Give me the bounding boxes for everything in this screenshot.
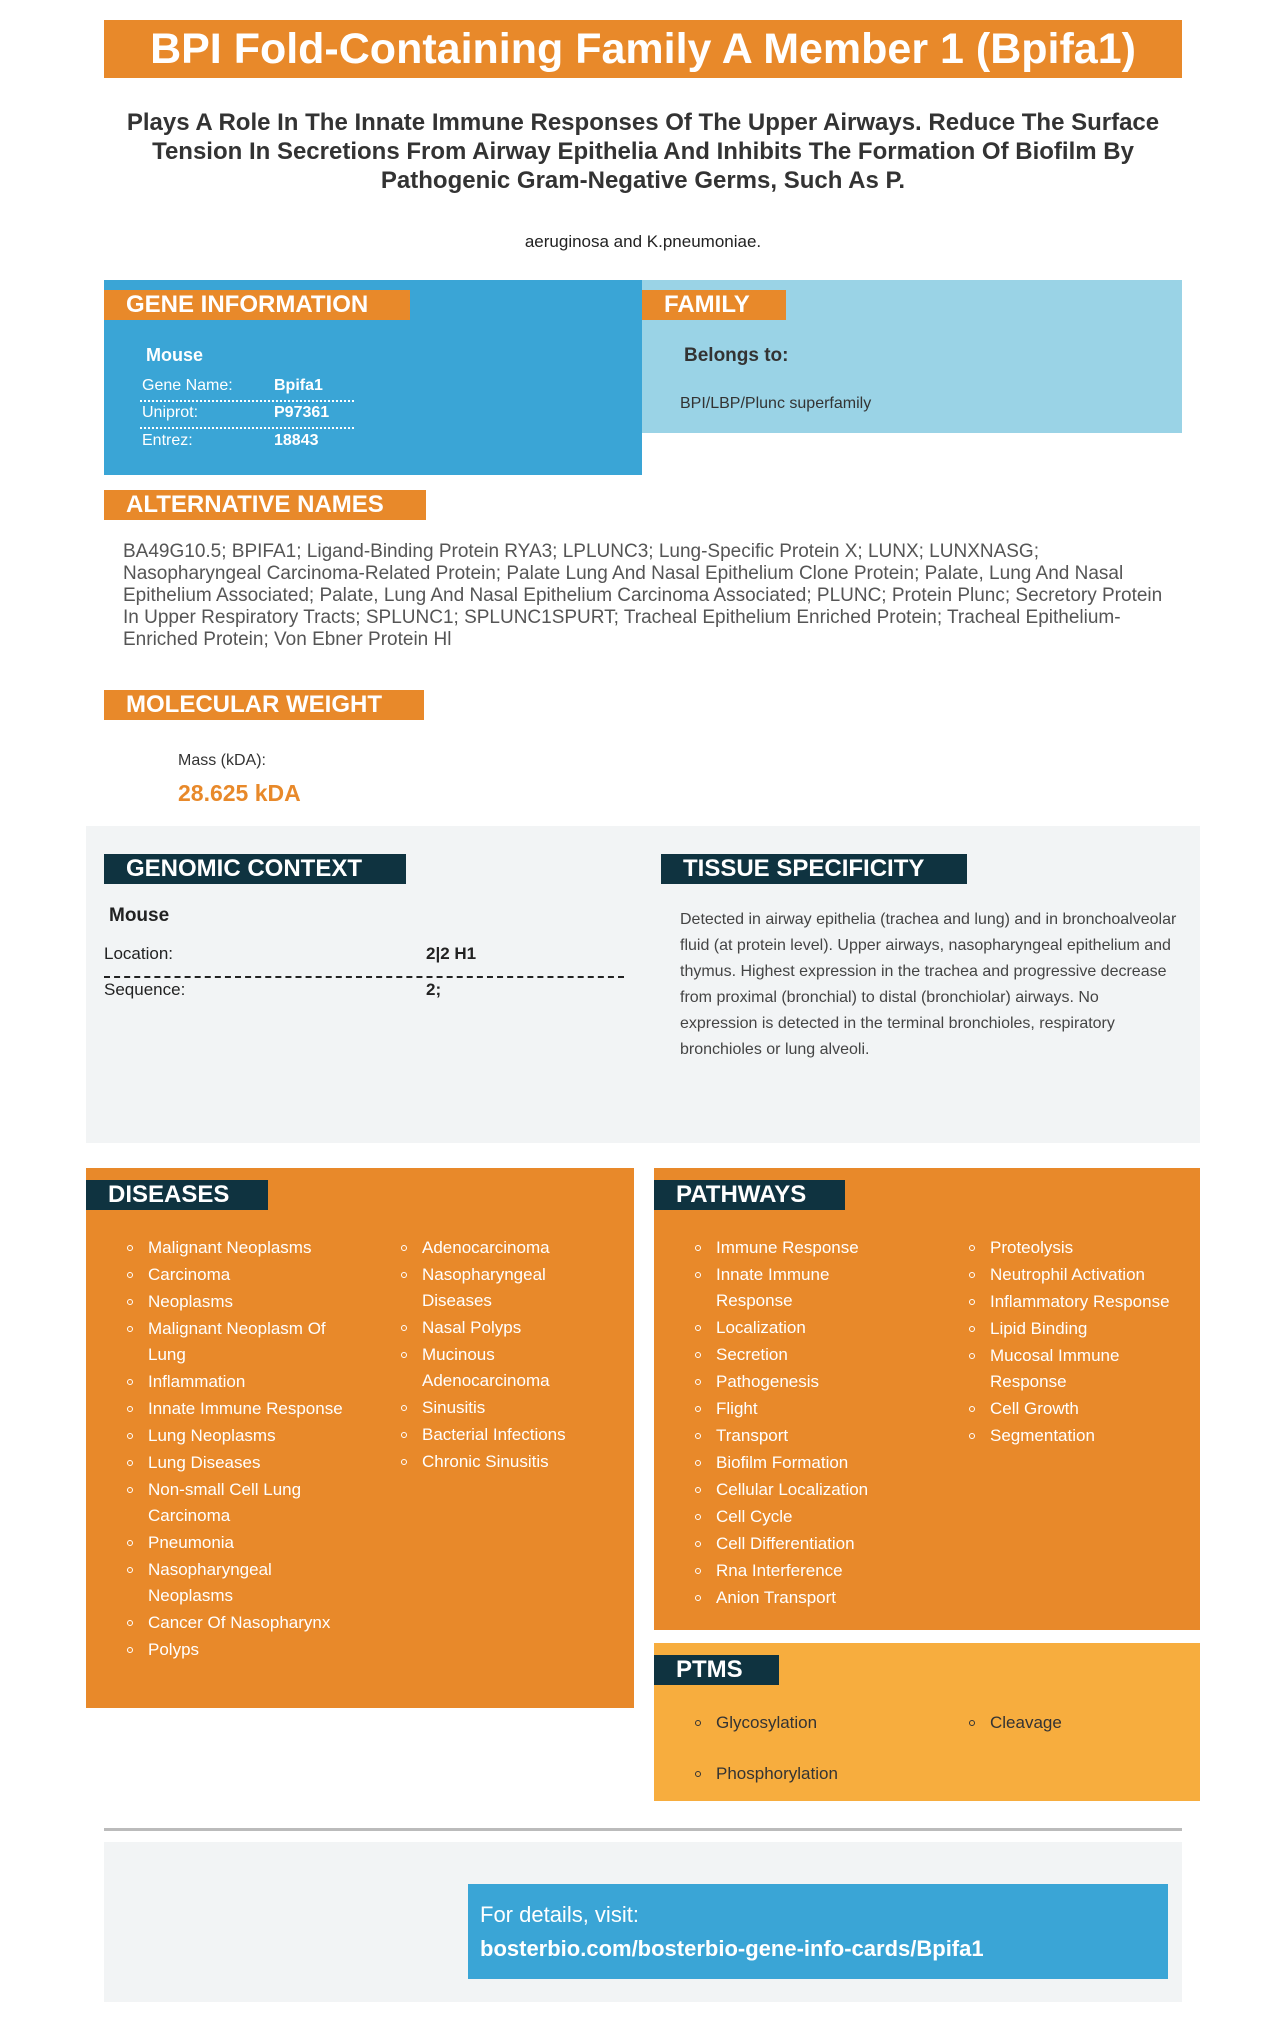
- list-item: Sinusitis: [396, 1395, 596, 1421]
- function-summary: Plays A Role In The Innate Immune Responses Of The Upper Airways. Reduce The Surface Tension In Secretions From Airway Epithelia And Inhibits The Formation Of Biofilm By Pathogenic Gram-Negative Germs, Such As P.: [126, 109, 1160, 194]
- list-item: Immune Response: [690, 1235, 900, 1261]
- list-item: Neoplasms: [122, 1289, 348, 1315]
- location-value: 2|2 H1: [426, 944, 477, 963]
- list-item: Cancer Of Nasopharynx: [122, 1610, 348, 1636]
- alternative-names-heading: ALTERNATIVE NAMES: [104, 490, 426, 520]
- footer-divider: [104, 1828, 1182, 1831]
- uniprot-label: Uniprot:: [142, 404, 199, 421]
- list-item: Lung Neoplasms: [122, 1423, 348, 1449]
- list-item: Mucosal Immune Response: [964, 1343, 1184, 1395]
- gene-species: Mouse: [146, 345, 204, 365]
- list-item: Polyps: [122, 1637, 348, 1663]
- gene-name-row: [140, 373, 354, 402]
- list-item: Rna Interference: [690, 1558, 900, 1584]
- list-item: Bacterial Infections: [396, 1422, 596, 1448]
- tissue-specificity-heading: TISSUE SPECIFICITY: [661, 854, 967, 884]
- list-item: Nasal Polyps: [396, 1315, 596, 1341]
- ptms-list-2: [964, 1710, 1164, 1737]
- ptms-list-1: [690, 1710, 910, 1788]
- list-item: Biofilm Formation: [690, 1450, 900, 1476]
- list-item: Innate Immune Response: [122, 1396, 348, 1422]
- list-item: Proteolysis: [964, 1235, 1184, 1261]
- list-item: Innate Immune Response: [690, 1262, 900, 1314]
- genomic-species: Mouse: [109, 905, 170, 926]
- diseases-list-2: [396, 1235, 596, 1476]
- location-row: [104, 944, 624, 978]
- list-item: Segmentation: [964, 1423, 1184, 1449]
- list-item: Localization: [690, 1315, 900, 1341]
- list-item: Transport: [690, 1423, 900, 1449]
- list-item: Anion Transport: [690, 1585, 900, 1611]
- list-item: Phosphorylation: [690, 1761, 910, 1787]
- function-summary-tail: aeruginosa and K.pneumoniae.: [524, 232, 762, 251]
- alternative-names-text: BA49G10.5; BPIFA1; Ligand-Binding Protein RYA3; LPLUNC3; Lung-Specific Protein X; LUNX; LUNXNASG; Nasopharyngeal Carcinoma-Related Protein; Palate Lung And Nasal Epithelium Clone Protein; Palate, Lung And Nasal Epithelium Associated; Palate, Lung And Nasal Epithelium Carcinoma Associated; PLUNC; Protein Plunc; Secretory Protein In Upper Respiratory Tracts; SPLUNC1; SPLUNC1SPURT; Tracheal Epithelium Enriched Protein; Tracheal Epithelium-Enriched Protein; Von Ebner Protein Hl: [123, 541, 1163, 650]
- gene-name-value: Bpifa1: [274, 377, 323, 394]
- diseases-heading: DISEASES: [86, 1180, 268, 1210]
- list-item: Inflammatory Response: [964, 1289, 1184, 1315]
- family-heading: FAMILY: [642, 290, 786, 320]
- molecular-weight-heading: MOLECULAR WEIGHT: [104, 690, 424, 720]
- uniprot-row: [140, 400, 354, 429]
- list-item: Inflammation: [122, 1369, 348, 1395]
- pathways-list-2: [964, 1235, 1184, 1450]
- list-item: Chronic Sinusitis: [396, 1449, 596, 1475]
- list-item: Malignant Neoplasms: [122, 1235, 348, 1261]
- mass-value: 28.625 kDA: [178, 780, 301, 806]
- list-item: Lung Diseases: [122, 1450, 348, 1476]
- list-item: Secretion: [690, 1342, 900, 1368]
- gene-information-heading: GENE INFORMATION: [104, 290, 410, 320]
- mass-label: Mass (kDA):: [178, 752, 266, 769]
- diseases-list-1: [122, 1235, 348, 1664]
- family-belongs-label: Belongs to:: [684, 345, 789, 366]
- tissue-specificity-text: Detected in airway epithelia (trachea and lung) and in bronchoalveolar fluid (at protein level). Upper airways, nasopharyngeal epithelium and thymus. Highest expression in the trachea and progressive decrease from proximal (bronchial) to distal (bronchiolar) airways. No expression is detected in the terminal bronchioles, respiratory bronchioles or lung alveoli.: [680, 911, 1177, 1058]
- sequence-label: Sequence:: [104, 980, 186, 999]
- list-item: Adenocarcinoma: [396, 1235, 596, 1261]
- family-value: BPI/LBP/Plunc superfamily: [680, 395, 872, 412]
- list-item: Cell Growth: [964, 1396, 1184, 1422]
- list-item: Lipid Binding: [964, 1316, 1184, 1342]
- list-item: Neutrophil Activation: [964, 1262, 1184, 1288]
- list-item: Cell Cycle: [690, 1504, 900, 1530]
- list-item: Cellular Localization: [690, 1477, 900, 1503]
- list-item: Cell Differentiation: [690, 1531, 900, 1557]
- list-item: Mucinous Adenocarcinoma: [396, 1342, 596, 1394]
- page-title: BPI Fold-Containing Family A Member 1 (Bpifa1): [104, 20, 1182, 78]
- sequence-row: [104, 980, 624, 1012]
- list-item: Nasopharyngeal Neoplasms: [122, 1557, 348, 1609]
- ptms-heading: PTMS: [654, 1655, 779, 1685]
- pathways-heading: PATHWAYS: [654, 1180, 845, 1210]
- list-item: Non-small Cell Lung Carcinoma: [122, 1477, 348, 1529]
- list-item: Cleavage: [964, 1710, 1164, 1736]
- location-label: Location:: [104, 944, 173, 963]
- entrez-label: Entrez:: [142, 432, 193, 449]
- list-item: Flight: [690, 1396, 900, 1422]
- list-item: Pneumonia: [122, 1530, 348, 1556]
- visit-label: For details, visit:: [480, 1902, 639, 1927]
- list-item: Carcinoma: [122, 1262, 348, 1288]
- sequence-value: 2;: [426, 980, 442, 999]
- entrez-value: 18843: [274, 432, 319, 449]
- visit-box: [468, 1884, 1168, 1979]
- genomic-context-heading: GENOMIC CONTEXT: [104, 854, 406, 884]
- list-item: Nasopharyngeal Diseases: [396, 1262, 596, 1314]
- details-link[interactable]: bosterbio.com/bosterbio-gene-info-cards/Bpifa1: [480, 1936, 984, 1961]
- list-item: Glycosylation: [690, 1710, 910, 1736]
- pathways-list-1: [690, 1235, 900, 1612]
- uniprot-value: P97361: [274, 404, 330, 421]
- list-item: Malignant Neoplasm Of Lung: [122, 1316, 348, 1368]
- entrez-row: [140, 428, 354, 455]
- gene-name-label: Gene Name:: [142, 377, 233, 394]
- list-item: Pathogenesis: [690, 1369, 900, 1395]
